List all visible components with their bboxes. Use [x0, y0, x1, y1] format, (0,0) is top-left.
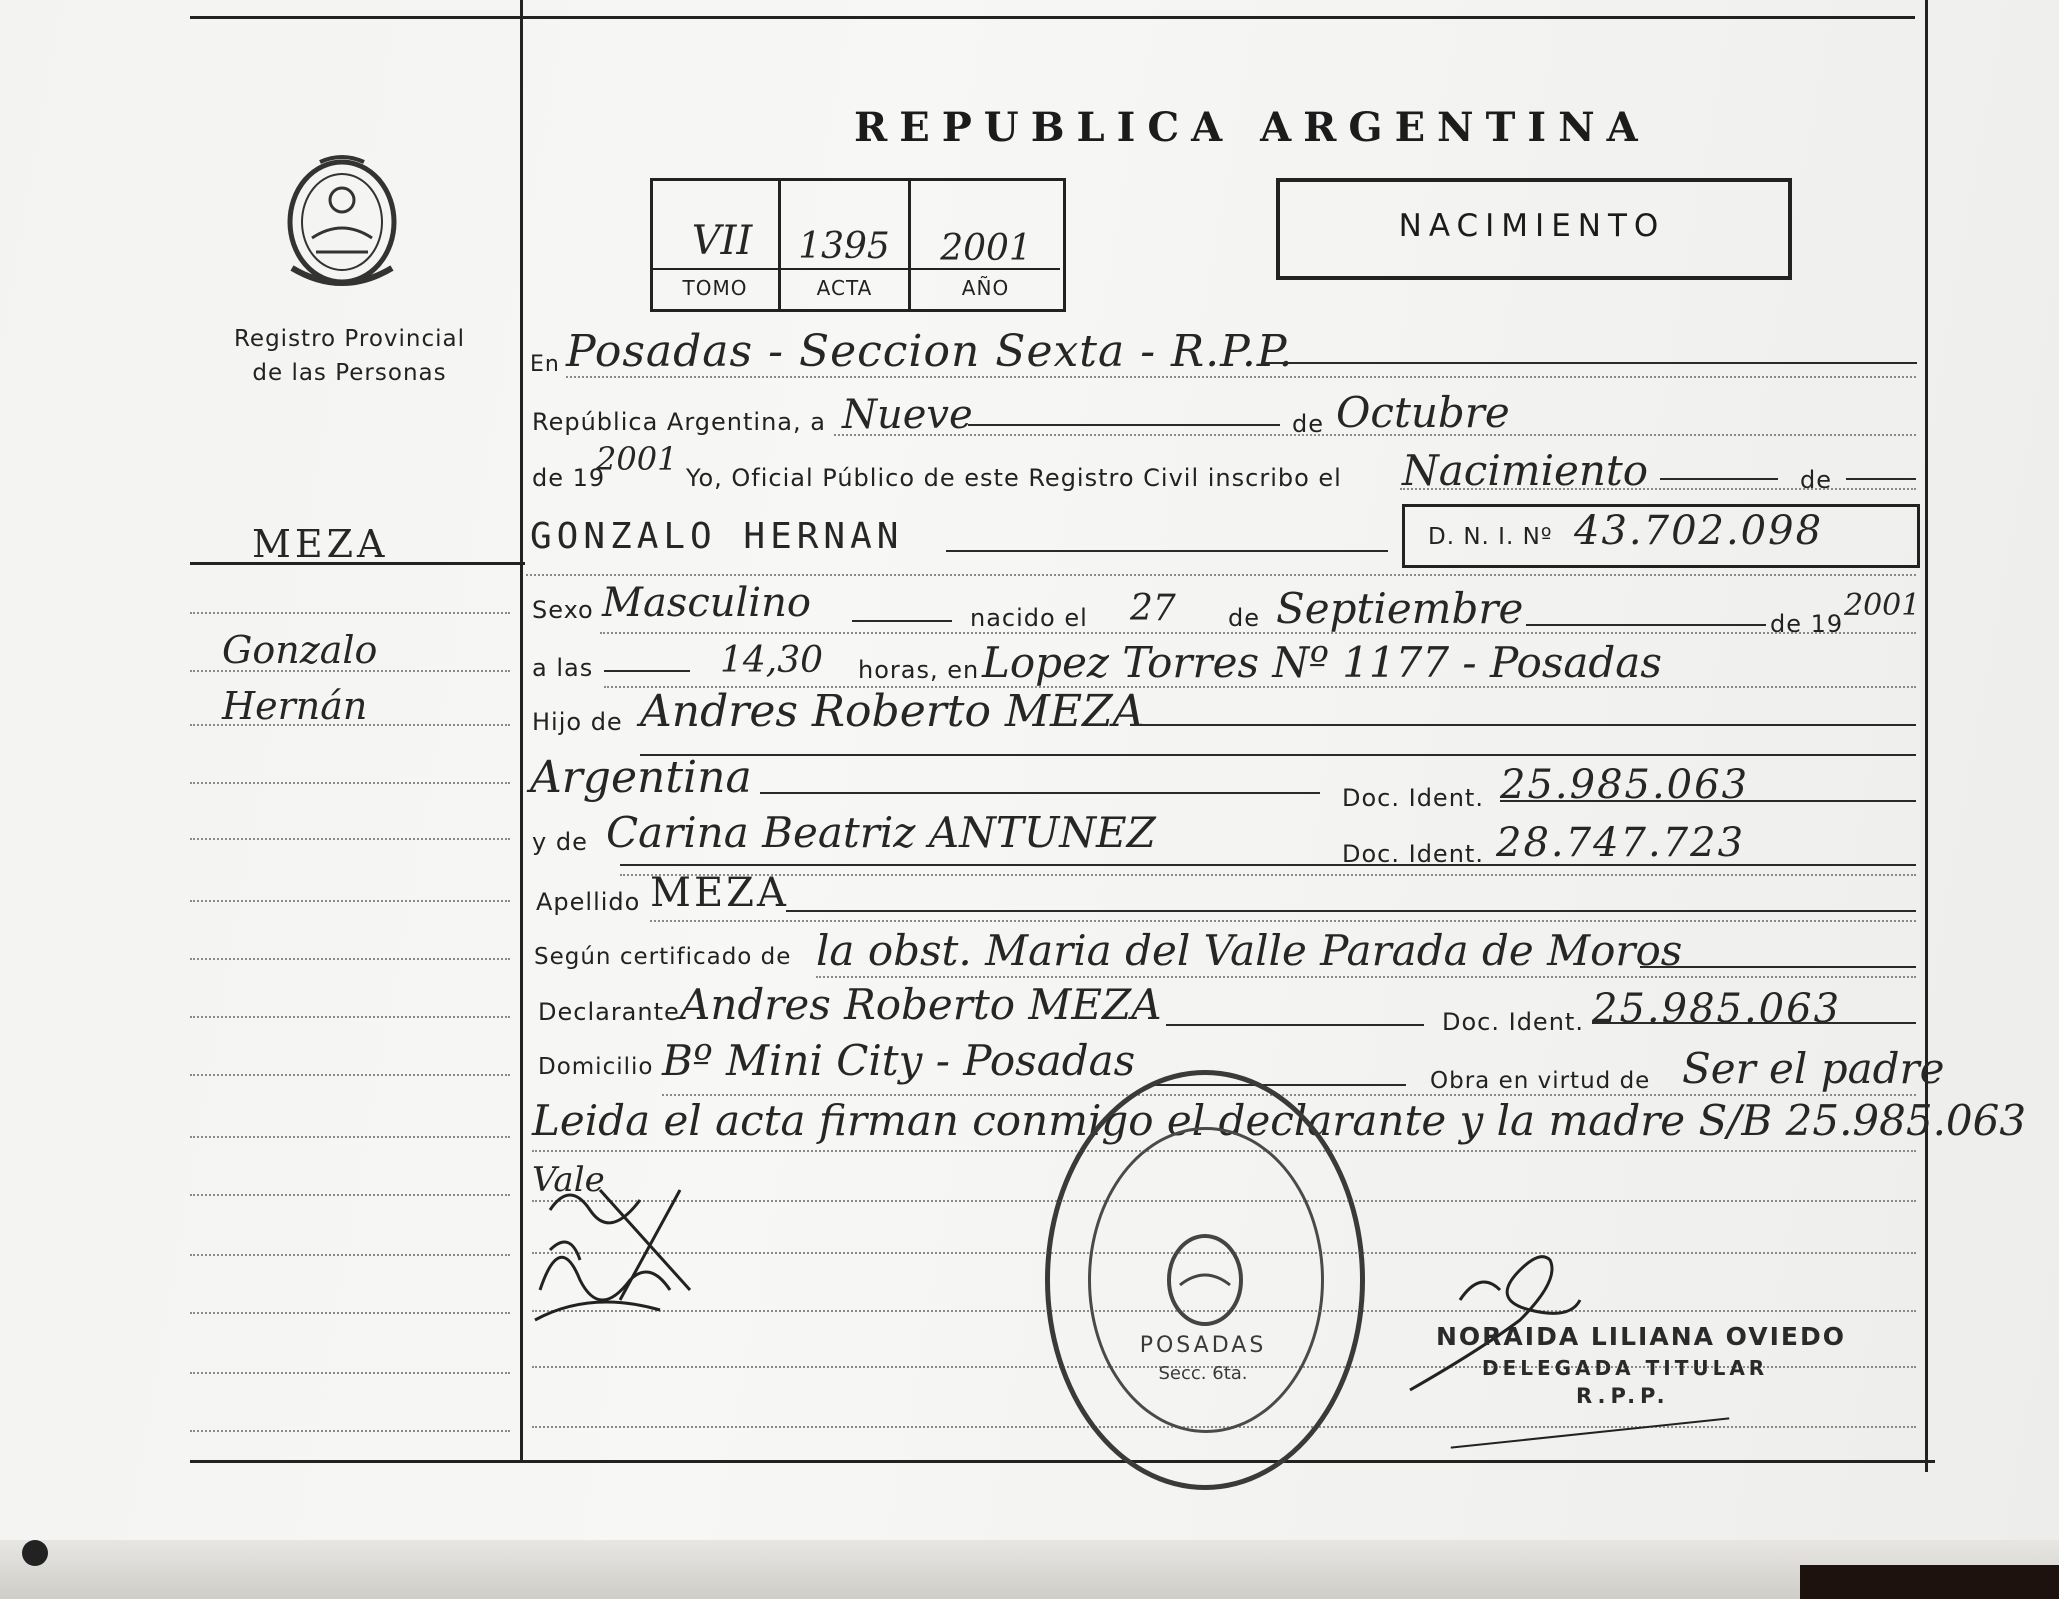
declarante-doc: 25.985.063: [1592, 986, 1842, 1032]
provincial-seal-emblem: [272, 148, 412, 300]
declarante-underline: [1166, 1024, 1424, 1026]
row-dotted-line: [600, 632, 1916, 634]
mother-doc: 28.747.723: [1496, 820, 1746, 866]
month-value: Octubre: [1336, 388, 1510, 437]
country-title: REPUBLICA ARGENTINA: [854, 104, 1650, 151]
obra-label: Obra en virtud de: [1430, 1068, 1651, 1094]
registry-name-line2: de las Personas: [252, 360, 447, 386]
mother-underline: [620, 864, 1916, 866]
stamp-city: POSADAS: [1139, 1333, 1267, 1358]
horas-label: horas, en: [858, 656, 980, 684]
background-corner: [1800, 1565, 2059, 1599]
row-dotted-line: [1400, 488, 1916, 490]
doc-label-3: Doc. Ident.: [1442, 1008, 1584, 1036]
birth-time: 14,30: [720, 640, 824, 681]
child-name: GONZALO HERNAN: [530, 516, 904, 557]
row-dotted-line: [566, 376, 1916, 378]
time-underline: [604, 670, 690, 672]
official-office: R.P.P.: [1576, 1384, 1670, 1408]
apellido-underline: [786, 910, 1916, 912]
stamp-emblem: [1150, 1225, 1260, 1335]
father-nationality: Argentina: [530, 752, 752, 803]
father-name: Andres Roberto MEZA: [640, 686, 1145, 737]
dni-value: 43.702.098: [1574, 508, 1824, 554]
de-label-1: de: [1292, 410, 1324, 438]
sexo-value: Masculino: [602, 580, 811, 626]
father-name-rule: [640, 754, 1916, 756]
mother-name: Carina Beatriz ANTUNEZ: [606, 808, 1156, 857]
nacido-label: nacido el: [970, 604, 1088, 632]
page-edge-shadow: [0, 1540, 2059, 1599]
birth-month: Septiembre: [1276, 584, 1524, 633]
stamp-section: Secc. 6ta.: [1158, 1363, 1248, 1384]
hijo-label: Hijo de: [532, 708, 623, 736]
margin-line: [190, 958, 510, 960]
column-divider: [520, 0, 523, 1462]
margin-line: [190, 724, 510, 726]
place-value: Posadas - Seccion Sexta - R.P.P.: [566, 326, 1294, 377]
margin-line: [190, 1136, 510, 1138]
top-rule: [190, 16, 1915, 19]
y-de-label: y de: [532, 828, 588, 856]
child-name-underline: [946, 550, 1388, 552]
official-title: DELEGADA TITULAR: [1482, 1356, 1769, 1380]
right-rule: [1925, 0, 1928, 1472]
margin-line: [190, 838, 510, 840]
margin-line: [190, 900, 510, 902]
margin-given-name-2: Hernán: [222, 684, 368, 728]
acta-label: ACTA: [816, 276, 873, 300]
act-type-label: NACIMIENTO: [1398, 208, 1666, 244]
tomo-value: VII: [691, 218, 753, 264]
vale-text: Vale: [532, 1160, 605, 1200]
margin-surname: MEZA: [252, 522, 389, 566]
certificado-value: la obst. Maria del Valle Parada de Moros: [816, 926, 1683, 975]
domicilio-value: Bº Mini City - Posadas: [662, 1036, 1136, 1085]
margin-line: [190, 1430, 510, 1432]
ano-value: 2001: [940, 228, 1032, 269]
declarante-value: Andres Roberto MEZA: [680, 980, 1162, 1029]
margin-line: [190, 612, 510, 614]
act-kind-value: Nacimiento: [1402, 446, 1649, 495]
declarante-doc-underline: [1592, 1022, 1916, 1024]
year-prefix: de 19: [532, 464, 606, 492]
ano-label: AÑO: [961, 276, 1010, 300]
en-label: En: [530, 352, 560, 377]
father-name-underline: [1130, 724, 1916, 726]
row-dotted-line: [526, 574, 1916, 576]
apellido-label: Apellido: [536, 888, 641, 916]
registry-name-line1: Registro Provincial: [233, 326, 465, 352]
birth-year: 2001: [1844, 588, 1921, 623]
de-label-2: de: [1800, 466, 1832, 494]
a-las-label: a las: [532, 654, 594, 682]
declarante-label: Declarante: [538, 998, 680, 1026]
margin-line: [190, 1074, 510, 1076]
birth-day: 27: [1130, 588, 1176, 629]
margin-given-name-1: Gonzalo: [222, 628, 378, 672]
margin-line: [190, 782, 510, 784]
certificado-label: Según certificado de: [534, 944, 792, 970]
apellido-value: MEZA: [650, 870, 789, 916]
margin-line: [190, 1194, 510, 1196]
father-doc-underline: [1500, 800, 1916, 802]
bottom-rule: [190, 1460, 1935, 1463]
margin-line: [190, 670, 510, 672]
birth-place: Lopez Torres Nº 1177 - Posadas: [982, 638, 1662, 687]
official-stamp: [1045, 1070, 1365, 1490]
father-doc: 25.985.063: [1500, 762, 1750, 808]
inscribe-text: Yo, Oficial Público de este Registro Civil inscribo el: [686, 464, 1342, 492]
margin-line: [190, 1016, 510, 1018]
day-value: Nueve: [842, 392, 973, 438]
certificado-underline: [1640, 966, 1916, 968]
declarant-signature: [530, 1170, 730, 1350]
row-dotted-line: [650, 920, 1916, 922]
nationality-underline: [760, 792, 1320, 794]
margin-line: [190, 1312, 510, 1314]
birth-year-prefix: de 19: [1770, 610, 1844, 638]
row-dotted-line: [816, 976, 1916, 978]
dni-label: D. N. I. Nº: [1428, 524, 1553, 550]
acta-value: 1395: [798, 226, 890, 267]
de-label-3: de: [1228, 604, 1260, 632]
official-name: NORAIDA LILIANA OVIEDO: [1436, 1322, 1846, 1351]
tomo-label: TOMO: [682, 276, 748, 300]
margin-line: [190, 1372, 510, 1374]
domicilio-label: Domicilio: [538, 1054, 654, 1080]
binder-hole: [22, 1540, 48, 1566]
sexo-underline: [852, 620, 952, 622]
row-dotted-line: [834, 434, 1916, 436]
obra-value: Ser el padre: [1682, 1044, 1945, 1093]
doc-label-1: Doc. Ident.: [1342, 784, 1484, 812]
sexo-label: Sexo: [532, 596, 594, 624]
closing-text: Leida el acta firman conmigo el declarante y la madre S/B 25.985.063: [532, 1096, 2027, 1145]
doc-label-2: Doc. Ident.: [1342, 840, 1484, 868]
margin-line: [190, 1254, 510, 1256]
birth-month-underline: [1526, 624, 1766, 626]
year-value: 2001: [596, 440, 678, 478]
republica-label: República Argentina, a: [532, 408, 826, 436]
place-underline: [1262, 362, 1917, 364]
act-kind-underline: [1660, 478, 1778, 480]
row-dotted-line: [620, 874, 1916, 876]
de-underline: [1846, 478, 1916, 480]
day-underline: [968, 424, 1280, 426]
